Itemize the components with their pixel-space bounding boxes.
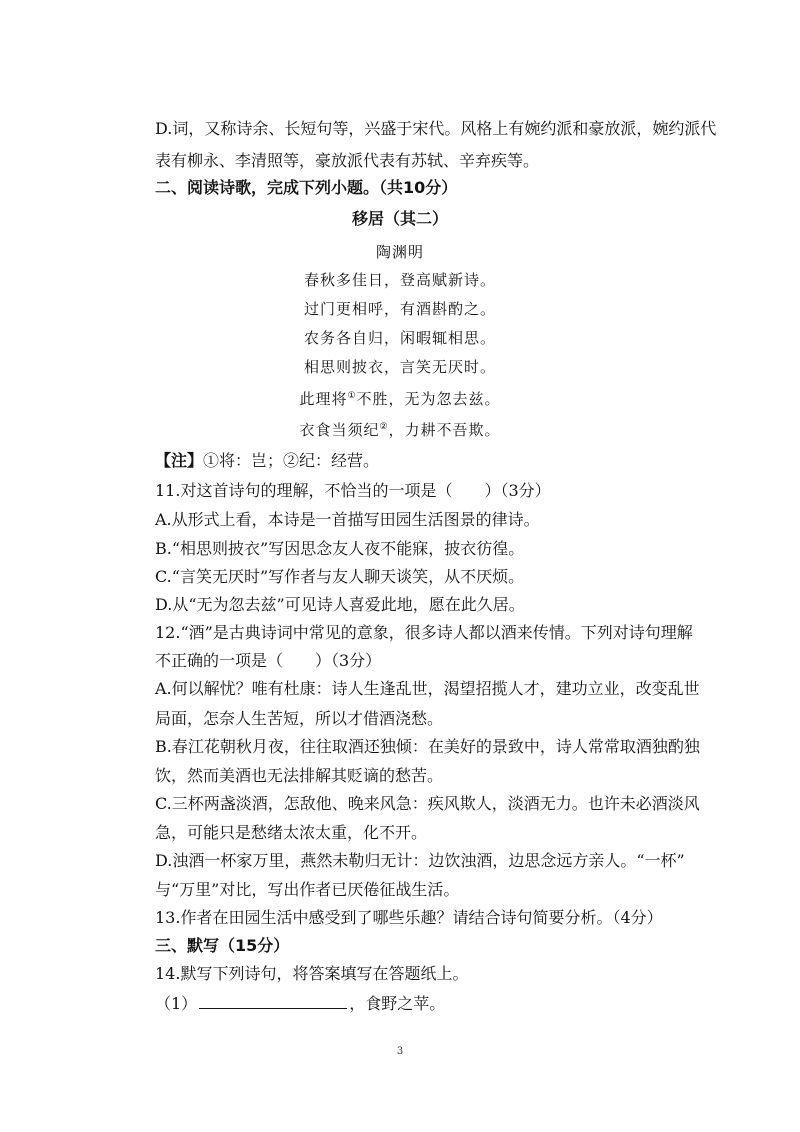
poem-line-1: 春秋多佳日，登高赋新诗。 [303, 271, 496, 289]
footnote-marker-1: ① [347, 391, 357, 401]
q11-option-b: B.“相思则披衣”写因思念友人夜不能寐，披衣彷徨。 [155, 539, 525, 558]
q11-option-d: D.从“无为忽去兹”可见诗人喜爱此地，愿在此久居。 [155, 595, 525, 614]
poem-title: 移居（其二） [351, 209, 448, 228]
q14-item-1-text: ，食野之苹。 [349, 994, 446, 1013]
q11-option-c: C.“言笑无厌时”写作者与友人聊天谈笑，从不厌烦。 [155, 567, 525, 586]
note-tag: 【注】 [155, 451, 204, 470]
poem-line-5 [0, 388, 800, 410]
q11-option-a: A.从形式上看，本诗是一首描写田园生活图景的律诗。 [155, 510, 540, 529]
section-3-heading: 三、默写（15分） [155, 936, 290, 955]
poem-note [155, 450, 379, 472]
footnote-marker-2: ② [379, 422, 389, 432]
q14-item-1 [155, 993, 445, 1015]
q12-stem-line-1: 12.“酒”是古典诗词中常见的意象，很多诗人都以酒来传情。下列对诗句理解 [155, 623, 693, 642]
option-d-line-1: D.词，又称诗余、长短句等，兴盛于宋代。风格上有婉约派和豪放派，婉约派代 [155, 119, 717, 138]
note-text: ①将：岂；②纪：经营。 [203, 451, 380, 470]
poem-line-2: 过门更相呼，有酒斟酌之。 [303, 300, 496, 318]
poem-line-5-text-b: 不胜，无为忽去兹。 [356, 390, 501, 408]
poem-line-5-text-a: 此理将 [299, 390, 348, 408]
q12-option-a-line-1: A.何以解忧？唯有杜康：诗人生逢乱世，渴望招揽人才，建功立业，改变乱世 [155, 679, 700, 698]
q12-option-d-line-2: 与“万里”对比，写出作者已厌倦征战生活。 [155, 880, 460, 899]
poem-author: 陶渊明 [375, 243, 424, 261]
poem-line-6-text-b: ，力耕不吾欺。 [388, 421, 501, 439]
q14-stem: 14.默写下列诗句，将答案填写在答题纸上。 [155, 964, 469, 983]
q12-option-c-line-1: C.三杯两盏淡酒，怎敌他、晚来风急：疾风欺人，淡酒无力。也许未必酒淡风 [155, 794, 700, 813]
q12-option-a-line-2: 局面，怎奈人生苦短，所以才借酒浇愁。 [155, 709, 444, 728]
page-number: 3 [396, 1046, 404, 1057]
q12-option-c-line-2: 急，可能只是愁绪太浓太重，化不开。 [155, 823, 428, 842]
option-d-line-2: 表有柳永、李清照等，豪放派代表有苏轼、辛弃疾等。 [155, 151, 540, 170]
answer-blank[interactable] [199, 994, 347, 1009]
poem-line-6 [0, 419, 800, 441]
q11-stem: 11.对这首诗句的理解，不恰当的一项是（ ）（3分） [155, 481, 551, 500]
q12-stem-line-2: 不正确的一项是（ ）（3分） [155, 651, 382, 670]
q12-option-b-line-1: B.春江花朝秋月夜，往往取酒还独倾：在美好的景致中，诗人常常取酒独酌独 [155, 737, 700, 756]
poem-line-6-text-a: 衣食当须纪 [299, 421, 380, 439]
q14-item-1-number: （1） [155, 994, 198, 1013]
poem-line-3: 农务各自归，闲暇辄相思。 [303, 329, 496, 347]
q12-option-b-line-2: 饮，然而美酒也无法排解其贬谪的愁苦。 [155, 766, 444, 785]
q12-option-d-line-1: D.浊酒一杯家万里，燕然未勒归无计：边饮浊酒，边思念远方亲人。“一杯” [155, 851, 685, 870]
poem-line-4: 相思则披衣，言笑无厌时。 [303, 358, 496, 376]
q13-stem: 13.作者在田园生活中感受到了哪些乐趣？请结合诗句简要分析。（4分） [155, 908, 663, 927]
section-2-heading: 二、阅读诗歌，完成下列小题。（共10分） [155, 178, 458, 197]
